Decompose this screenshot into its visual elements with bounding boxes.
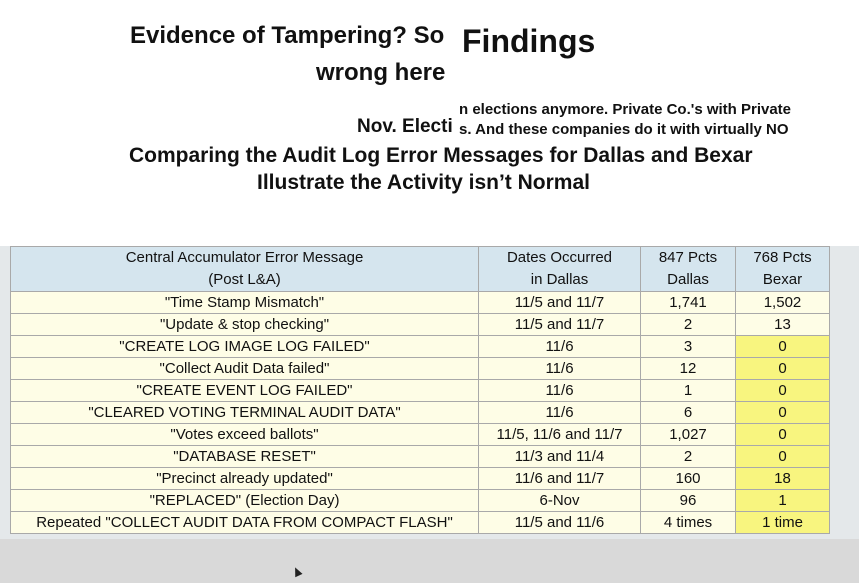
header-dates: Dates Occurred in Dallas (479, 247, 641, 292)
cell-dallas: 2 (641, 314, 736, 336)
header-bexar: 768 Pcts Bexar (736, 247, 830, 292)
cell-message: "Collect Audit Data failed" (11, 358, 479, 380)
overlay-text-line2: s. And these companies do it with virtually NO (459, 121, 789, 137)
cell-bexar: 0 (736, 424, 830, 446)
cell-message: "Votes exceed ballots" (11, 424, 479, 446)
cell-message: "Update & stop checking" (11, 314, 479, 336)
cell-message: Repeated "COLLECT AUDIT DATA FROM COMPACT FLASH" (11, 512, 479, 534)
table-row (11, 380, 830, 402)
table-row (11, 468, 830, 490)
cell-bexar: 1 (736, 490, 830, 512)
slide-title-overlay: Findings (462, 23, 596, 59)
cell-dates: 11/6 (479, 336, 641, 358)
comparison-heading-line1: Comparing the Audit Log Error Messages for Dallas and Bexar (129, 144, 753, 167)
cell-bexar: 1,502 (736, 292, 830, 314)
cell-dallas: 2 (641, 446, 736, 468)
table-row (11, 402, 830, 424)
header-error-message: Central Accumulator Error Message (Post L&A) (11, 247, 479, 292)
cell-bexar: 0 (736, 446, 830, 468)
cell-message: "REPLACED" (Election Day) (11, 490, 479, 512)
cell-message: "CREATE LOG IMAGE LOG FAILED" (11, 336, 479, 358)
table-row (11, 490, 830, 512)
cell-dallas: 6 (641, 402, 736, 424)
cell-dates: 6-Nov (479, 490, 641, 512)
table-row (11, 292, 830, 314)
table-header-row (11, 247, 830, 292)
cell-dates: 11/6 (479, 402, 641, 424)
error-message-table (10, 246, 830, 534)
cell-message: "CREATE EVENT LOG FAILED" (11, 380, 479, 402)
table-row (11, 512, 830, 534)
cell-dates: 11/6 and 11/7 (479, 468, 641, 490)
table-row (11, 336, 830, 358)
header-dallas: 847 Pcts Dallas (641, 247, 736, 292)
cell-bexar: 13 (736, 314, 830, 336)
cell-dallas: 96 (641, 490, 736, 512)
cell-bexar: 0 (736, 358, 830, 380)
cell-dallas: 12 (641, 358, 736, 380)
table-panel (0, 246, 859, 539)
cell-dallas: 160 (641, 468, 736, 490)
cell-bexar: 18 (736, 468, 830, 490)
cell-dallas: 1,027 (641, 424, 736, 446)
cell-dallas: 3 (641, 336, 736, 358)
cell-bexar: 0 (736, 402, 830, 424)
slide-title-line1: Evidence of Tampering? So (130, 22, 445, 49)
table-row (11, 424, 830, 446)
cell-dates: 11/6 (479, 380, 641, 402)
cell-bexar: 1 time (736, 512, 830, 534)
cell-dates: 11/3 and 11/4 (479, 446, 641, 468)
cell-dates: 11/5 and 11/7 (479, 292, 641, 314)
nov-election-label: Nov. Electi (357, 116, 453, 137)
cell-message: "Time Stamp Mismatch" (11, 292, 479, 314)
comparison-heading-line2: Illustrate the Activity isn’t Normal (257, 171, 590, 194)
cell-dallas: 4 times (641, 512, 736, 534)
cell-dallas: 1 (641, 380, 736, 402)
cell-dates: 11/6 (479, 358, 641, 380)
table-row (11, 358, 830, 380)
cell-bexar: 0 (736, 380, 830, 402)
slide-title-line2: wrong here (316, 59, 446, 86)
table-row (11, 446, 830, 468)
cell-dates: 11/5 and 11/7 (479, 314, 641, 336)
cell-message: "CLEARED VOTING TERMINAL AUDIT DATA" (11, 402, 479, 424)
cell-dates: 11/5 and 11/6 (479, 512, 641, 534)
cell-dallas: 1,741 (641, 292, 736, 314)
bottom-band (0, 539, 859, 583)
cell-dates: 11/5, 11/6 and 11/7 (479, 424, 641, 446)
cell-message: "DATABASE RESET" (11, 446, 479, 468)
cell-message: "Precinct already updated" (11, 468, 479, 490)
cell-bexar: 0 (736, 336, 830, 358)
table-row (11, 314, 830, 336)
overlay-text-line1: n elections anymore. Private Co.'s with Private (459, 101, 792, 118)
